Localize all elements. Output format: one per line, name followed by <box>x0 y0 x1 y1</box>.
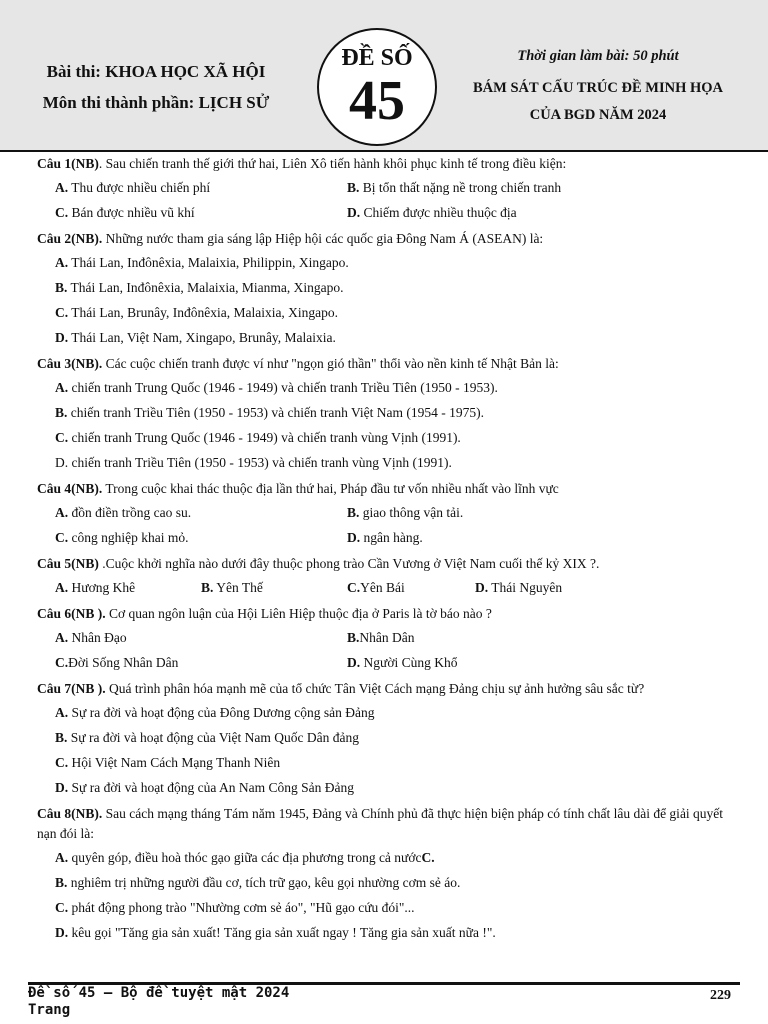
question-1 <box>37 153 737 178</box>
question-text: Các cuộc chiến tranh được ví như "ngọn gió thần" thổi vào nền kinh tế Nhật Bản là: <box>102 356 559 371</box>
badge-title: ĐỀ SỐ <box>341 45 413 71</box>
option-a: A. đồn điền trồng cao su. <box>55 505 192 520</box>
option-b: B. chiến tranh Triều Tiên (1950 - 1953) và chiến tranh Việt Nam (1954 - 1975). <box>55 405 485 420</box>
option-a: A. chiến tranh Trung Quốc (1946 - 1949) và chiến tranh Triều Tiên (1950 - 1953). <box>55 380 498 395</box>
option-d: D. Thái Nguyên <box>475 580 563 595</box>
option-d: D. chiến tranh Triều Tiên (1950 - 1953) và chiến tranh vùng Vịnh (1991). <box>55 455 452 470</box>
question-text: Sau cách mạng tháng Tám năm 1945, Đảng và Chính phủ đã thực hiện biện pháp có tính chất lâu dài để giải quyết nạn đói là: <box>37 806 724 841</box>
footer-title-line-1: Đề số 45 – Bộ đề tuyệt mật 2024 <box>28 985 290 1001</box>
question-label: Câu 3(NB). <box>37 356 103 371</box>
options-row <box>37 503 737 528</box>
question-2 <box>37 228 737 253</box>
option-b: B.Nhân Dân <box>347 630 415 645</box>
question-label: Câu 6(NB ). <box>37 606 106 621</box>
exam-info <box>20 56 292 118</box>
structure-line-1: BÁM SÁT CẤU TRÚC ĐỀ MINH HỌA <box>472 80 723 96</box>
page-number: 229 <box>710 988 731 1003</box>
option-a: A. Thái Lan, Inđônêxia, Malaixia, Philippin, Xingapo. <box>55 255 349 270</box>
question-text: Quá trình phân hóa mạnh mẽ của tổ chức Tân Việt Cách mạng Đảng chịu sự ảnh hưởng sâu sắc từ? <box>105 681 645 696</box>
option-d: D. kêu gọi "Tăng gia sản xuất! Tăng gia sản xuất ngay ! Tăng gia sản xuất nữa !". <box>55 925 496 940</box>
option-b: B. nghiêm trị những người đầu cơ, tích trữ gạo, kêu gọi nhường cơm sẻ áo. <box>55 875 461 890</box>
option-c: C. Thái Lan, Brunây, Inđônêxia, Malaixia, Xingapo. <box>55 305 339 320</box>
subject-line: Bài thi: KHOA HỌC XÃ HỘI <box>46 62 266 81</box>
footer-title <box>28 985 289 1019</box>
exam-number-badge <box>317 28 437 146</box>
options-row <box>37 178 737 203</box>
option-d: D. Người Cùng Khổ <box>347 655 458 670</box>
question-label: Câu 8(NB). <box>37 806 103 821</box>
option-b: B. Bị tổn thất nặng nề trong chiến tranh <box>347 180 562 195</box>
option-c: C.Yên Bái <box>347 580 405 595</box>
options-row <box>37 578 737 603</box>
question-5 <box>37 553 737 578</box>
question-label: Câu 7(NB ). <box>37 681 106 696</box>
options-row <box>37 528 737 553</box>
option-a: A. Hương Khê <box>55 580 136 595</box>
option-c: C. công nghiệp khai mỏ. <box>55 530 189 545</box>
question-7 <box>37 678 737 703</box>
structure-line-2: CỦA BGD NĂM 2024 <box>529 107 667 123</box>
options-row <box>37 203 737 228</box>
question-text: Cơ quan ngôn luận của Hội Liên Hiệp thuộc địa ở Paris là tờ báo nào ? <box>105 606 492 621</box>
option-a: A. Nhân Đạo <box>55 630 127 645</box>
option-d: D. ngân hàng. <box>347 530 423 545</box>
time-limit: Thời gian làm bài: 50 phút <box>517 48 679 64</box>
option-a: A. Sự ra đời và hoạt động của Đông Dương cộng sản Đảng <box>55 705 375 720</box>
option-b: B. Sự ra đời và hoạt động của Việt Nam Quốc Dân đảng <box>55 730 359 745</box>
component-line: Môn thi thành phần: LỊCH SỬ <box>42 93 270 112</box>
option-a: A. quyên góp, điều hoà thóc gạo giữa các địa phương trong cả nướcC. <box>55 850 435 865</box>
exam-header <box>0 0 768 152</box>
option-b: B. Thái Lan, Inđônêxia, Malaixia, Mianma, Xingapo. <box>55 280 344 295</box>
option-d: D. Chiếm được nhiều thuộc địa <box>347 205 517 220</box>
question-6 <box>37 603 737 628</box>
option-c: C. Hội Việt Nam Cách Mạng Thanh Niên <box>55 755 281 770</box>
options-row <box>37 628 737 653</box>
option-b: B. giao thông vận tải. <box>347 505 464 520</box>
option-d: D. Sự ra đời và hoạt động của An Nam Công Sản Đảng <box>55 780 355 795</box>
question-text: Trong cuộc khai thác thuộc địa lần thứ hai, Pháp đầu tư vốn nhiều nhất vào lĩnh vực <box>102 481 559 496</box>
question-text: Những nước tham gia sáng lập Hiệp hội các quốc gia Đông Nam Á (ASEAN) là: <box>102 231 544 246</box>
option-c: C. phát động phong trào "Nhường cơm sẻ áo", "Hũ gạo cứu đói"... <box>55 900 415 915</box>
option-c: C. Bán được nhiều vũ khí <box>55 205 195 220</box>
option-a: A. Thu được nhiều chiến phí <box>55 180 211 195</box>
question-label: Câu 2(NB). <box>37 231 103 246</box>
question-3 <box>37 353 737 378</box>
option-d: D. Thái Lan, Việt Nam, Xingapo, Brunây, Malaixia. <box>55 330 336 345</box>
question-label: Câu 4(NB). <box>37 481 103 496</box>
option-c: C. chiến tranh Trung Quốc (1946 - 1949) và chiến tranh vùng Vịnh (1991). <box>55 430 461 445</box>
question-label: Câu 1(NB) <box>37 156 99 171</box>
options-row <box>37 653 737 678</box>
footer-title-line-2: Trang <box>28 1002 71 1018</box>
question-text: . Sau chiến tranh thế giới thứ hai, Liên Xô tiến hành khôi phục kinh tế trong điều kiện: <box>98 156 567 171</box>
question-4 <box>37 478 737 503</box>
option-b: B. Yên Thế <box>201 580 263 595</box>
exam-meta <box>448 48 748 129</box>
badge-number: 45 <box>349 70 405 132</box>
option-c: C.Đời Sống Nhân Dân <box>55 655 179 670</box>
question-label: Câu 5(NB) <box>37 556 99 571</box>
questions-list <box>37 153 737 948</box>
question-text: .Cuộc khởi nghĩa nào dưới đây thuộc phong trào Cần Vương ở Việt Nam cuối thế kỷ XIX ?. <box>98 556 600 571</box>
question-8 <box>37 803 737 848</box>
